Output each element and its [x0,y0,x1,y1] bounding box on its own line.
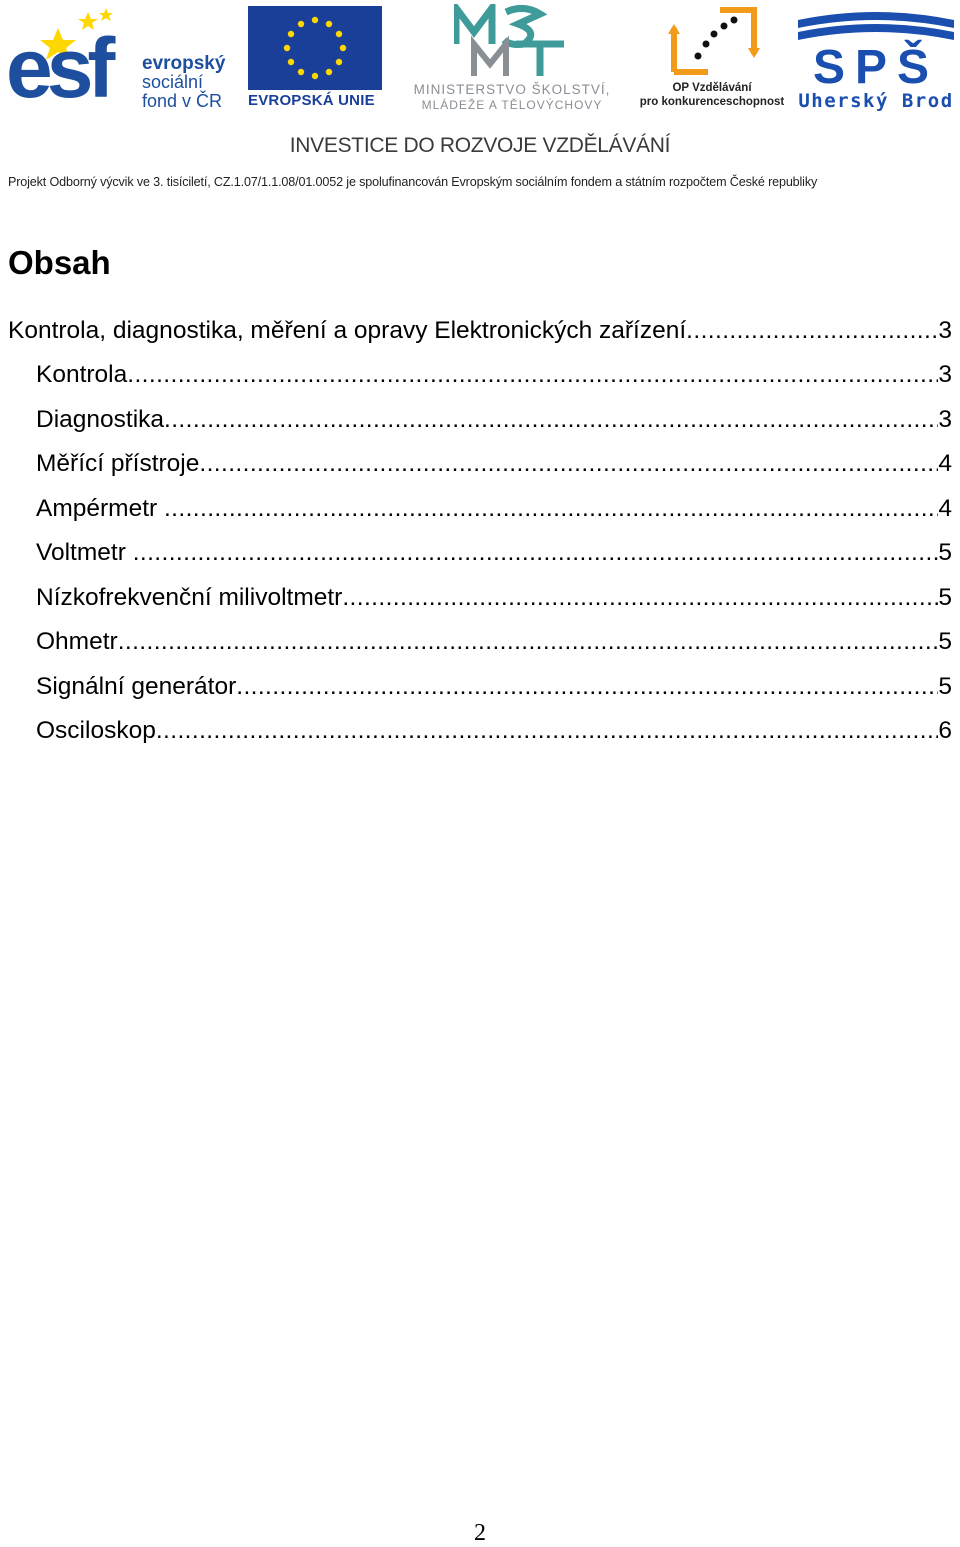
msmt-caption-2: MLÁDEŽE A TĚLOVÝCHOVY [421,98,603,112]
toc-entry[interactable] [36,490,952,528]
msmt-logo [394,4,630,112]
toc-entry-page: 4 [938,450,952,477]
eu-caption: EVROPSKÁ UNIE [248,92,375,109]
page-number: 2 [474,1520,486,1546]
toc-leader-dots [342,579,938,617]
eu-stars-icon [248,6,382,90]
toc-entry-label: Měřící přístroje [36,450,200,477]
msmt-mark-icon [454,4,574,80]
toc-leader-dots [127,356,938,394]
toc-leader-dots [164,401,938,439]
toc-leader-dots [156,712,939,750]
esf-line1: evropský [142,53,226,74]
project-line: Projekt Odborný výcvik ve 3. tisíciletí, CZ.1.07/1.1.08/01.0052 je spolufinancován Evropským sociálním fondem a státním rozpočtem České republiky [8,175,818,189]
eu-flag [248,6,382,90]
toc-entry[interactable] [36,445,952,483]
toc-entry-page: 5 [938,673,952,700]
toc-entry[interactable] [36,534,952,572]
msmt-caption-1: MINISTERSTVO ŠKOLSTVÍ, [413,82,611,97]
toc-entry-label: Ohmetr [36,628,118,655]
toc-entry[interactable] [36,712,952,750]
header-logos [0,0,960,120]
toc-entry-label: Signální generátor [36,673,237,700]
op-mark-icon [668,4,760,82]
toc-entry-label: Diagnostika [36,406,165,433]
toc-entry-label: Osciloskop [36,717,156,744]
esf-wordmark: esf [6,21,110,115]
toc-leader-dots [164,490,938,528]
toc-entry-page: 5 [938,584,952,611]
toc-entry-page: 5 [938,628,952,655]
toc-entry[interactable] [8,312,952,350]
toc-entry[interactable] [36,356,952,394]
toc-leader-dots [133,534,939,572]
toc-entry[interactable] [36,623,952,661]
sps-wordmark: SPŠ [812,41,940,94]
toc-entry-page: 3 [938,317,952,344]
toc-leader-dots [236,668,938,706]
sps-logo [798,8,954,112]
sps-town: Uherský Brod [798,90,954,112]
op-logo [636,4,788,112]
toc-entry-page: 4 [938,495,952,522]
toc-entry[interactable] [36,668,952,706]
toc-entry-page: 6 [938,717,952,744]
toc-entry[interactable] [36,401,952,439]
toc-entry-label: Kontrola [36,361,128,388]
toc-leader-dots [199,445,938,483]
toc-entry-label: Nízkofrekvenční milivoltmetr [36,584,343,611]
esf-line3: fond v ČR [142,91,223,111]
toc-entry-label: Ampérmetr [36,495,164,522]
toc-title: Obsah [8,244,111,281]
op-caption-1: OP Vzdělávání [672,82,752,94]
eu-logo [248,6,382,110]
toc-entry-label: Kontrola, diagnostika, měření a opravy Elektronických zařízení [8,317,687,344]
investice-banner: INVESTICE DO ROZVOJE VZDĚLÁVÁNÍ [289,134,671,157]
toc-entry-page: 3 [938,406,952,433]
op-caption-2: pro konkurenceschopnost [639,96,785,108]
toc-entry-label: Voltmetr [36,539,133,566]
toc-entry-page: 3 [938,361,952,388]
toc-entry-page: 5 [938,539,952,566]
toc-leader-dots [686,312,938,350]
toc-leader-dots [118,623,939,661]
toc-entry[interactable] [36,579,952,617]
esf-line2: sociální [142,72,204,92]
esf-logo [6,8,242,115]
esf-caption [142,54,225,111]
